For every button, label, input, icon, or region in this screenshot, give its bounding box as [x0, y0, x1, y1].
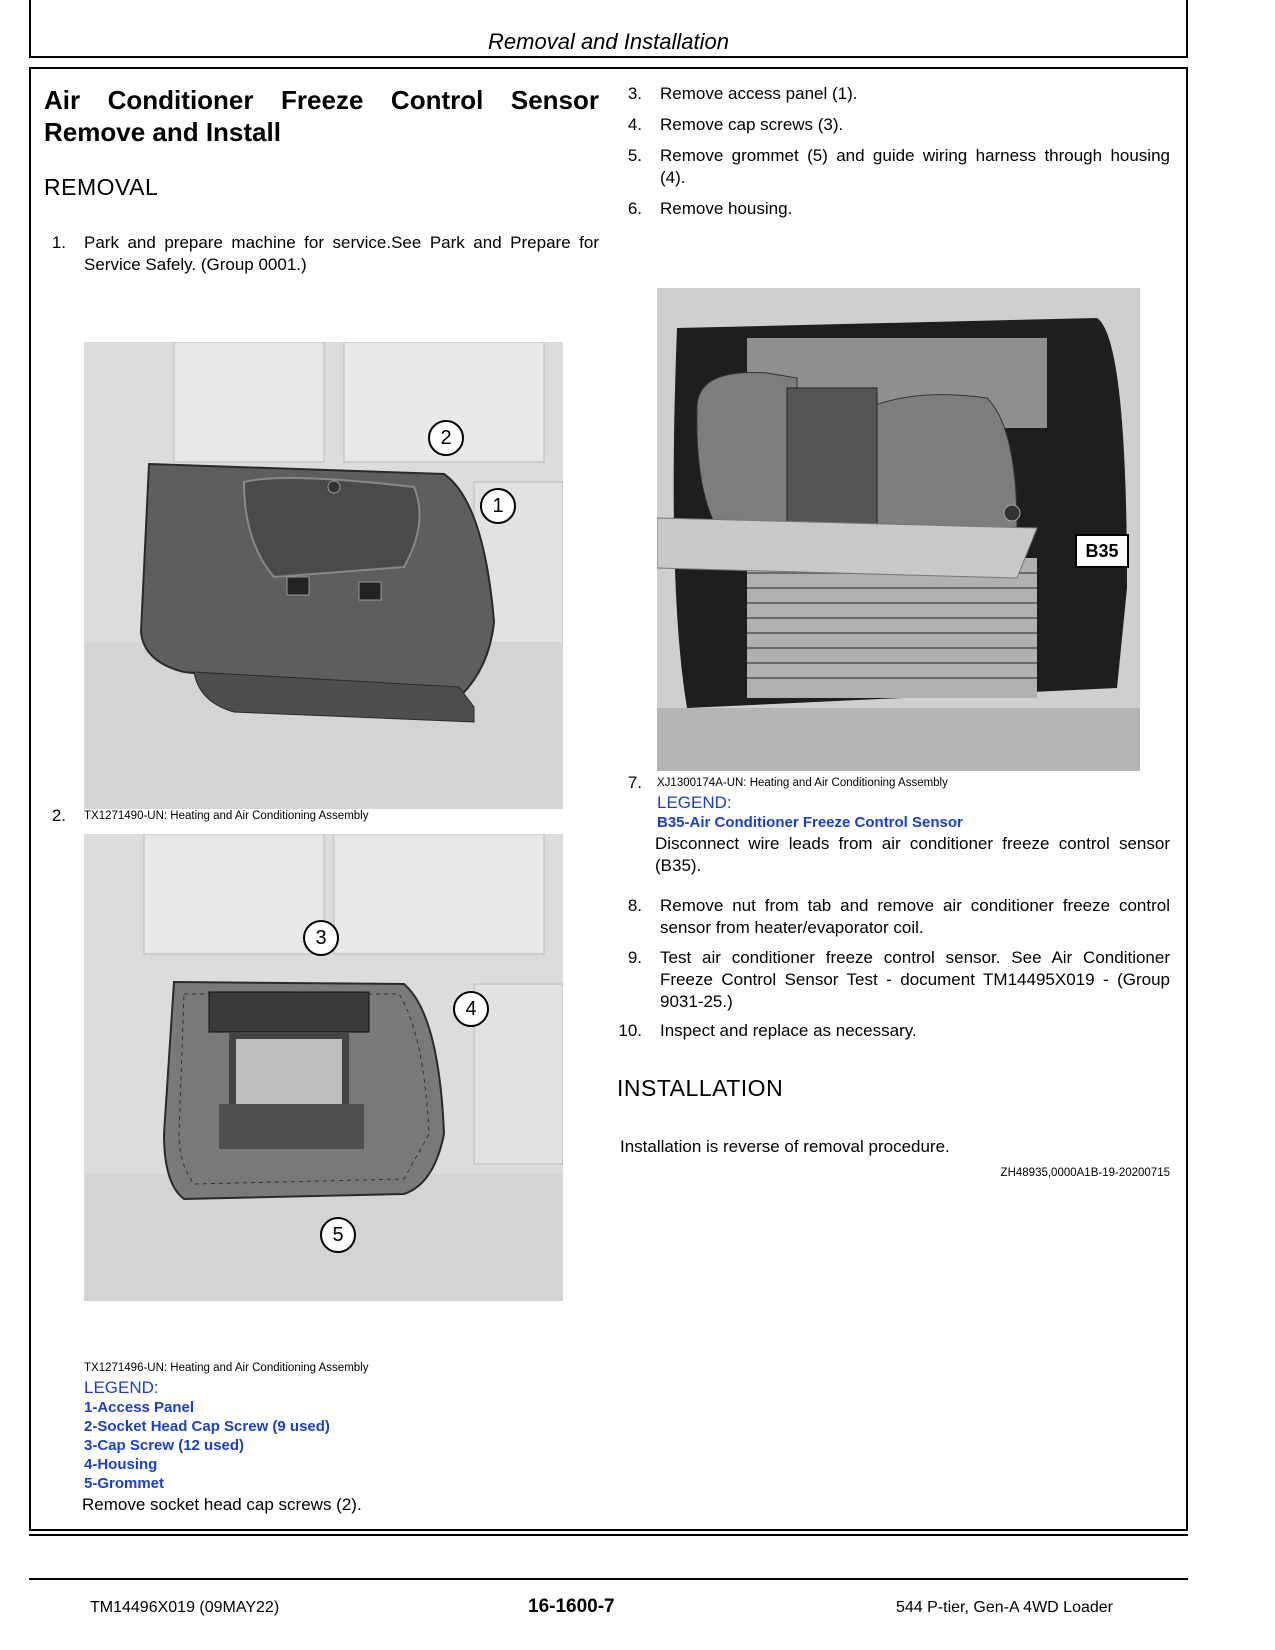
section-title-line1: Air Conditioner Freeze Control Sensor [44, 85, 599, 115]
access-panel-illustration [84, 342, 563, 809]
step-number: 1. [51, 233, 66, 252]
figure-caption: XJ1300174A-UN: Heating and Air Conditioning Assembly [657, 777, 948, 789]
step-number: 10. [618, 1021, 642, 1040]
header-title: Removal and Installation [488, 29, 729, 54]
figure-access-panel [84, 342, 563, 809]
installation-heading: INSTALLATION [617, 1075, 784, 1101]
step-number: 8. [627, 896, 642, 915]
callout-4: 4 [453, 991, 489, 1027]
legend-title: LEGEND: [84, 1378, 159, 1397]
footer-machine-model: 544 P-tier, Gen-A 4WD Loader [896, 1599, 1113, 1616]
step-text: Remove socket head cap screws (2). [82, 1495, 362, 1514]
footer-manual-id: TM14496X019 (09MAY22) [90, 1599, 280, 1616]
evaporator-illustration [657, 288, 1140, 771]
page-number: 16-1600-7 [528, 1596, 615, 1617]
step-number: 5. [627, 146, 642, 165]
step-text: Test air conditioner freeze control sensor. See Air Conditioner Freeze Control Sensor Test - document TM14495X019 - (Group 9031-25.) [660, 948, 1170, 1011]
legend-title: LEGEND: [657, 793, 732, 812]
step-text: Remove nut from tab and remove air conditioner freeze control sensor from heater/evaporator coil. [660, 896, 1170, 937]
step-text: Park and prepare machine for service.See Park and Prepare for Service Safely. (Group 0001.) [84, 233, 599, 274]
installation-text: Installation is reverse of removal procedure. [620, 1137, 950, 1156]
step-number: 4. [627, 115, 642, 134]
step-number: 9. [627, 948, 642, 967]
legend-item: B35-Air Conditioner Freeze Control Sensor [657, 814, 963, 831]
figure-caption: TX1271496-UN: Heating and Air Conditioning Assembly [84, 1362, 369, 1374]
legend-item: 5-Grommet [84, 1475, 165, 1492]
legend-item: 2-Socket Head Cap Screw (9 used) [84, 1418, 330, 1435]
removal-heading: REMOVAL [44, 174, 159, 200]
step-text: Remove housing. [660, 199, 793, 218]
figure-evaporator [657, 288, 1140, 771]
step-number: 7. [627, 773, 642, 792]
legend-item: 3-Cap Screw (12 used) [84, 1437, 245, 1454]
section-title-line2: Remove and Install [44, 117, 281, 147]
step-text: Disconnect wire leads from air conditioner freeze control sensor (B35). [655, 834, 1170, 875]
callout-3: 3 [303, 920, 339, 956]
legend-item: 4-Housing [84, 1456, 158, 1473]
footer-rule-bottom [29, 1578, 1188, 1580]
legend-item: 1-Access Panel [84, 1399, 195, 1416]
callout-b35: B35 [1075, 534, 1129, 568]
document-reference: ZH48935,0000A1B-19-20200715 [1000, 1167, 1170, 1179]
step-number: 3. [627, 84, 642, 103]
figure-caption: TX1271490-UN: Heating and Air Conditioning Assembly [84, 810, 369, 822]
step-text: Inspect and replace as necessary. [660, 1021, 917, 1040]
callout-5: 5 [320, 1217, 356, 1253]
callout-2: 2 [428, 420, 464, 456]
step-number: 2. [51, 806, 66, 825]
step-text: Remove access panel (1). [660, 84, 858, 103]
step-number: 6. [627, 199, 642, 218]
step-text: Remove cap screws (3). [660, 115, 844, 134]
step-text: Remove grommet (5) and guide wiring harness through housing (4). [660, 146, 1170, 187]
callout-1: 1 [480, 488, 516, 524]
footer-rule-top [29, 1534, 1188, 1536]
